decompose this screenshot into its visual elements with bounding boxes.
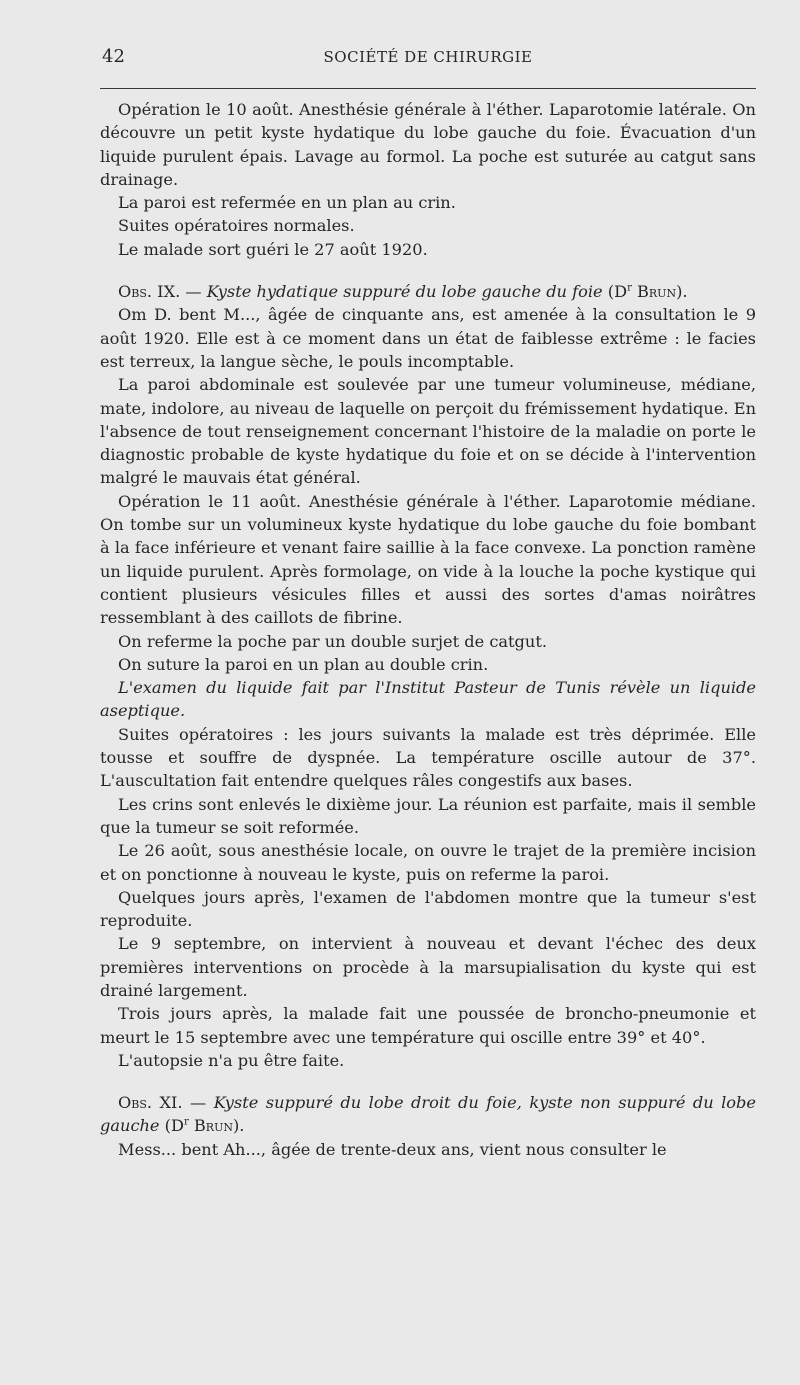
paragraph: Suites opératoires : les jours suivants la malade est très déprimée. Elle tousse et souffre de dyspnée. La température oscille autour de 37°. L'auscultation fait entendre quelques râles congestifs aux bases. [100, 724, 756, 791]
paragraph: On suture la paroi en un plan au double crin. [118, 654, 489, 674]
section-gap [100, 1072, 756, 1091]
paragraph: Le 9 septembre, on intervient à nouveau et devant l'échec des deux premières interventions on procède à la marsupialisation du kyste qui est drainé largement. [100, 934, 756, 1000]
header-rule [100, 88, 756, 89]
page-number: 42 [102, 46, 125, 67]
author-open: (D [159, 1116, 184, 1136]
paragraph: L'autopsie n'a pu être faite. [118, 1050, 345, 1070]
body-text [100, 98, 756, 1161]
paragraph: Le 26 août, sous anesthésie locale, on ouvre le trajet de la première incision et on ponctionne à nouveau le kyste, puis on referme la paroi. [100, 841, 756, 884]
paragraph: Om D. bent M..., âgée de cinquante ans, est amenée à la consultation le 9 août 1920. Elle est à ce moment dans un état de faiblesse extrême : le facies est terreux, la langue sèche, le pouls incomptable. [100, 305, 756, 371]
paragraph: Le malade sort guéri le 27 août 1920. [118, 239, 428, 259]
running-head [100, 46, 756, 74]
author-name: Brun [188, 1116, 233, 1136]
observation-heading-xi [100, 1091, 756, 1138]
observation-dash: — [180, 282, 207, 302]
observation-label: Obs. IX. [118, 282, 181, 302]
paragraph: La paroi abdominale est soulevée par une tumeur volumineuse, médiane, mate, indolore, au niveau de laquelle on perçoit du frémissement hydatique. En l'absence de tout renseignement concernant l'histoire de la maladie on porte le diagnostic probable de kyste hydatique du foie et on se décide à l'intervention malgré le mauvais état général. [100, 375, 756, 488]
paragraph: On referme la poche par un double surjet de catgut. [118, 631, 548, 651]
author-close: ). [676, 282, 688, 302]
paragraph: Opération le 11 août. Anesthésie générale à l'éther. Laparotomie médiane. On tombe sur un volumineux kyste hydatique du lobe gauche du foie bombant à la face inférieure et venant faire saillie à la face convexe. La ponction ramène un liquide purulent. Après formolage, on vide à la louche la poche kystique qui contient plusieurs vésicules filles et aussi des sortes d'amas noirâtres ressemblant à des caillots de fibrine. [100, 491, 756, 628]
paragraph: Suites opératoires normales. [118, 216, 355, 236]
paragraph: Trois jours après, la malade fait une poussée de broncho-pneumonie et meurt le 15 septembre avec une température qui oscille entre 39° et 40°. [100, 1004, 756, 1047]
running-title: SOCIÉTÉ DE CHIRURGIE [323, 48, 533, 66]
section-gap [100, 261, 756, 280]
observation-heading-ix [100, 280, 756, 303]
author-open: (D [602, 282, 628, 302]
author-sup: r [183, 1117, 189, 1129]
paragraph: Opération le 10 août. Anesthésie générale à l'éther. Laparotomie latérale. On découvre un petit kyste hydatique du lobe gauche du foie. Évacuation d'un liquide purulent épais. Lavage au formol. La poche est suturée au catgut sans drainage. [100, 100, 756, 189]
author-close: ). [232, 1116, 245, 1136]
paragraph: La paroi est refermée en un plan au crin. [118, 193, 456, 213]
observation-dash: — [182, 1093, 214, 1113]
observation-label: Obs. XI. [118, 1093, 183, 1113]
paragraph: Les crins sont enlevés le dixième jour. La réunion est parfaite, mais il semble que la tumeur se soit reformée. [100, 794, 756, 837]
observation-title: Kyste suppuré du lobe droit du foie, kyste non suppuré du lobe gauche [100, 1093, 756, 1136]
paragraph: Mess... bent Ah..., âgée de trente-deux ans, vient nous consulter le [118, 1139, 667, 1159]
author-sup: r [627, 282, 632, 294]
paragraph: Quelques jours après, l'examen de l'abdomen montre que la tumeur s'est reproduite. [100, 887, 756, 931]
author-name: Brun [631, 282, 677, 302]
italic-paragraph: L'examen du liquide fait par l'Institut Pasteur de Tunis révèle un liquide aseptique. [100, 678, 756, 721]
observation-title: Kyste hydatique suppuré du lobe gauche du foie [206, 282, 603, 302]
